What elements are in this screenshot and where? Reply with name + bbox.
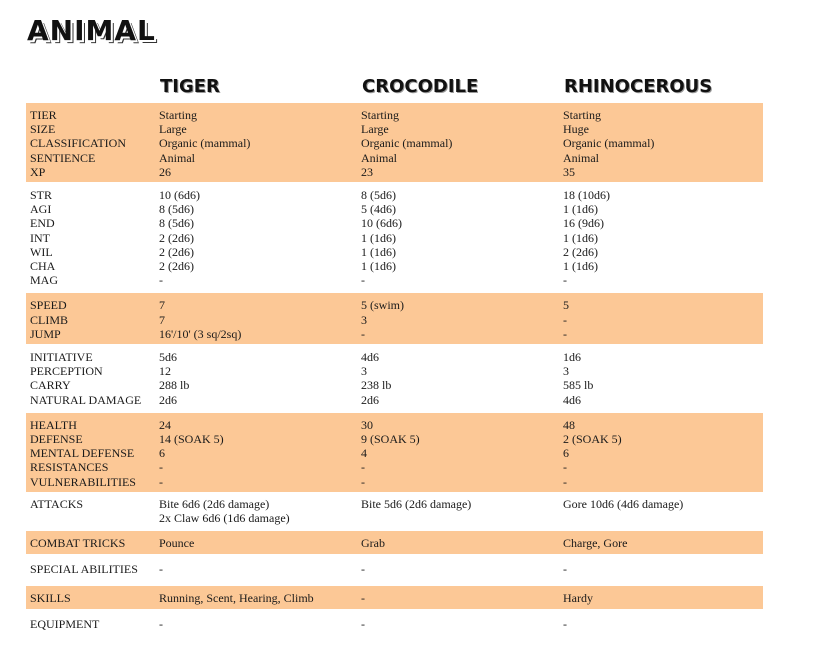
stat-row bbox=[26, 313, 763, 327]
stat-value-rhinocerous bbox=[563, 511, 763, 525]
stat-label: XP bbox=[30, 164, 46, 179]
stat-row bbox=[26, 364, 763, 378]
stat-value-rhinocerous: 16 (9d6) bbox=[563, 216, 604, 231]
stat-row bbox=[26, 511, 763, 525]
stat-value-rhinocerous: 1d6 bbox=[563, 350, 581, 365]
stat-value-tiger: 2 (2d6) bbox=[159, 259, 194, 274]
stat-row bbox=[26, 591, 763, 605]
stat-value-tiger: 26 bbox=[159, 164, 171, 179]
stat-value-crocodile: - bbox=[361, 460, 365, 475]
stat-value-tiger: 2 (2d6) bbox=[159, 244, 194, 259]
stat-row bbox=[26, 475, 763, 489]
stat-value-tiger: Organic (mammal) bbox=[159, 136, 251, 151]
stat-value-crocodile: 9 (SOAK 5) bbox=[361, 432, 420, 447]
stat-label: WIL bbox=[30, 244, 53, 259]
stat-label: RESISTANCES bbox=[30, 460, 109, 475]
stat-value-tiger: 6 bbox=[159, 446, 165, 461]
stat-label: AGI bbox=[30, 202, 52, 217]
stat-value-rhinocerous: - bbox=[563, 460, 567, 475]
stat-value-rhinocerous: 6 bbox=[563, 446, 569, 461]
stat-value-rhinocerous: 585 lb bbox=[563, 378, 594, 393]
stat-value-crocodile: 4 bbox=[361, 446, 367, 461]
stat-value-crocodile: Starting bbox=[361, 108, 399, 122]
stat-row bbox=[26, 562, 763, 576]
stat-row bbox=[26, 273, 763, 287]
stat-value-tiger: Large bbox=[159, 122, 187, 137]
stat-value-crocodile: 3 bbox=[361, 312, 367, 327]
page-title: ANIMAL bbox=[27, 14, 156, 47]
stat-value-rhinocerous: 1 (1d6) bbox=[563, 230, 598, 245]
stat-label: SPEED bbox=[30, 298, 67, 313]
stat-row bbox=[26, 188, 763, 202]
stat-row bbox=[26, 432, 763, 446]
stat-value-tiger: 2 (2d6) bbox=[159, 230, 194, 245]
stat-value-rhinocerous: 35 bbox=[563, 164, 575, 179]
stat-value-crocodile: 3 bbox=[361, 364, 367, 379]
stat-row bbox=[26, 497, 763, 511]
stat-group bbox=[26, 586, 763, 609]
stat-value-tiger: 7 bbox=[159, 312, 165, 327]
stat-value-rhinocerous: - bbox=[563, 562, 567, 577]
stat-group bbox=[26, 413, 763, 492]
stat-label: MENTAL DEFENSE bbox=[30, 446, 135, 461]
stat-value-rhinocerous: Animal bbox=[563, 150, 599, 165]
stat-value-crocodile: Animal bbox=[361, 150, 397, 165]
stat-value-rhinocerous: 4d6 bbox=[563, 392, 581, 407]
stat-value-crocodile: - bbox=[361, 474, 365, 489]
stat-value-crocodile: 10 (6d6) bbox=[361, 216, 402, 231]
stat-value-rhinocerous: Starting bbox=[563, 108, 601, 122]
stat-value-tiger: 288 lb bbox=[159, 378, 190, 393]
stat-value-crocodile: 1 (1d6) bbox=[361, 230, 396, 245]
stat-value-rhinocerous: - bbox=[563, 616, 567, 631]
stat-value-crocodile: 2d6 bbox=[361, 392, 379, 407]
stat-label: PERCEPTION bbox=[30, 364, 103, 379]
stat-group bbox=[26, 562, 763, 576]
stat-value-tiger: 2x Claw 6d6 (1d6 damage) bbox=[159, 511, 290, 526]
stat-row bbox=[26, 108, 763, 122]
stat-value-rhinocerous: - bbox=[563, 326, 567, 341]
stat-value-crocodile: 1 (1d6) bbox=[361, 244, 396, 259]
stat-label: INT bbox=[30, 230, 50, 245]
stat-label bbox=[26, 511, 159, 525]
stat-label: EQUIPMENT bbox=[30, 616, 100, 631]
stat-value-tiger: 8 (5d6) bbox=[159, 202, 194, 217]
stat-row bbox=[26, 460, 763, 474]
stat-group bbox=[26, 531, 763, 554]
stat-row bbox=[26, 446, 763, 460]
stat-value-tiger: - bbox=[159, 460, 163, 475]
stat-row bbox=[26, 350, 763, 364]
stat-value-tiger: 8 (5d6) bbox=[159, 216, 194, 231]
stat-value-tiger: Running, Scent, Hearing, Climb bbox=[159, 590, 314, 605]
column-header-tiger: TIGER bbox=[160, 76, 220, 97]
stat-value-crocodile: - bbox=[361, 590, 365, 605]
stat-row bbox=[26, 298, 763, 312]
stat-value-rhinocerous: 48 bbox=[563, 417, 575, 432]
stat-label: CARRY bbox=[30, 378, 71, 393]
stat-value-crocodile: 238 lb bbox=[361, 378, 392, 393]
stat-value-rhinocerous: 18 (10d6) bbox=[563, 188, 610, 203]
stat-row bbox=[26, 378, 763, 392]
stat-row bbox=[26, 216, 763, 230]
stat-value-rhinocerous: Hardy bbox=[563, 590, 593, 605]
stat-value-crocodile: 23 bbox=[361, 164, 373, 179]
stat-value-tiger: Starting bbox=[159, 108, 197, 122]
stat-value-crocodile: Large bbox=[361, 122, 389, 137]
stat-value-rhinocerous: 1 (1d6) bbox=[563, 202, 598, 217]
stat-value-rhinocerous: 2 (SOAK 5) bbox=[563, 432, 622, 447]
stat-value-crocodile: 30 bbox=[361, 417, 373, 432]
stat-label: VULNERABILITIES bbox=[30, 474, 136, 489]
stat-value-rhinocerous: - bbox=[563, 474, 567, 489]
stat-label: END bbox=[30, 216, 55, 231]
stat-value-crocodile: 5 (swim) bbox=[361, 298, 404, 313]
stat-value-tiger: 24 bbox=[159, 417, 171, 432]
stat-value-tiger: Bite 6d6 (2d6 damage) bbox=[159, 496, 270, 511]
stat-row bbox=[26, 122, 763, 136]
stat-row bbox=[26, 393, 763, 407]
stat-row bbox=[26, 536, 763, 550]
stat-row bbox=[26, 245, 763, 259]
stat-value-tiger: - bbox=[159, 273, 163, 288]
stat-value-rhinocerous: Gore 10d6 (4d6 damage) bbox=[563, 496, 684, 511]
stat-label: MAG bbox=[30, 273, 59, 288]
stat-group bbox=[26, 617, 763, 631]
stat-value-crocodile: Organic (mammal) bbox=[361, 136, 453, 151]
stat-label: ATTACKS bbox=[30, 496, 84, 511]
stat-group bbox=[26, 293, 763, 344]
stat-row bbox=[26, 231, 763, 245]
stat-value-tiger: 16'/10' (3 sq/2sq) bbox=[159, 326, 242, 341]
column-header-crocodile: CROCODILE bbox=[362, 76, 479, 97]
stat-label: SKILLS bbox=[30, 590, 71, 605]
stat-group bbox=[26, 347, 763, 410]
stat-group bbox=[26, 185, 763, 290]
column-header-rhinocerous: RHINOCEROUS bbox=[564, 76, 713, 97]
stat-label: NATURAL DAMAGE bbox=[30, 392, 142, 407]
stat-value-crocodile: 8 (5d6) bbox=[361, 188, 396, 203]
stat-label: TIER bbox=[30, 108, 57, 122]
stat-group bbox=[26, 495, 763, 528]
stat-value-rhinocerous: 1 (1d6) bbox=[563, 259, 598, 274]
stat-value-tiger: 2d6 bbox=[159, 392, 177, 407]
stat-label: SPECIAL ABILITIES bbox=[30, 562, 138, 577]
stat-label: CLIMB bbox=[30, 312, 69, 327]
stat-label: COMBAT TRICKS bbox=[30, 536, 126, 551]
stat-row bbox=[26, 136, 763, 150]
stat-value-rhinocerous: 3 bbox=[563, 364, 569, 379]
stat-value-crocodile: 4d6 bbox=[361, 350, 379, 365]
stat-table bbox=[26, 103, 763, 631]
stat-value-rhinocerous: Charge, Gore bbox=[563, 536, 628, 551]
stat-row bbox=[26, 418, 763, 432]
stat-value-rhinocerous: Huge bbox=[563, 122, 589, 137]
stat-row bbox=[26, 327, 763, 341]
stat-value-crocodile: - bbox=[361, 273, 365, 288]
stat-value-tiger: 12 bbox=[159, 364, 171, 379]
stat-group bbox=[26, 103, 763, 182]
stat-value-crocodile bbox=[361, 511, 563, 525]
stat-value-tiger: - bbox=[159, 562, 163, 577]
stat-label: SIZE bbox=[30, 122, 56, 137]
stat-value-rhinocerous: - bbox=[563, 312, 567, 327]
stat-value-rhinocerous: 5 bbox=[563, 298, 569, 313]
stat-label: STR bbox=[30, 188, 53, 203]
stat-label: DEFENSE bbox=[30, 432, 83, 447]
stat-value-crocodile: - bbox=[361, 326, 365, 341]
stat-label: SENTIENCE bbox=[30, 150, 96, 165]
stat-value-tiger: 7 bbox=[159, 298, 165, 313]
stat-value-tiger: - bbox=[159, 616, 163, 631]
stat-label: CHA bbox=[30, 259, 56, 274]
stat-row bbox=[26, 151, 763, 165]
stat-value-tiger: Animal bbox=[159, 150, 195, 165]
stat-value-rhinocerous: Organic (mammal) bbox=[563, 136, 655, 151]
stat-label: CLASSIFICATION bbox=[30, 136, 127, 151]
stat-row bbox=[26, 202, 763, 216]
stat-row bbox=[26, 259, 763, 273]
stat-label: HEALTH bbox=[30, 417, 77, 432]
stat-value-crocodile: - bbox=[361, 562, 365, 577]
stat-value-tiger: 10 (6d6) bbox=[159, 188, 200, 203]
stat-value-tiger: Pounce bbox=[159, 536, 195, 551]
stat-value-tiger: 5d6 bbox=[159, 350, 177, 365]
stat-value-rhinocerous: 2 (2d6) bbox=[563, 244, 598, 259]
stat-value-rhinocerous: - bbox=[563, 273, 567, 288]
stat-row bbox=[26, 165, 763, 179]
stat-value-crocodile: - bbox=[361, 616, 365, 631]
stat-value-crocodile: 5 (4d6) bbox=[361, 202, 396, 217]
stat-value-crocodile: Bite 5d6 (2d6 damage) bbox=[361, 496, 472, 511]
stat-value-crocodile: 1 (1d6) bbox=[361, 259, 396, 274]
stat-label: INITIATIVE bbox=[30, 350, 93, 365]
stat-label: JUMP bbox=[30, 326, 61, 341]
stat-value-tiger: 14 (SOAK 5) bbox=[159, 432, 224, 447]
stat-row bbox=[26, 617, 763, 631]
stat-value-crocodile: Grab bbox=[361, 536, 385, 551]
stat-value-tiger: - bbox=[159, 474, 163, 489]
